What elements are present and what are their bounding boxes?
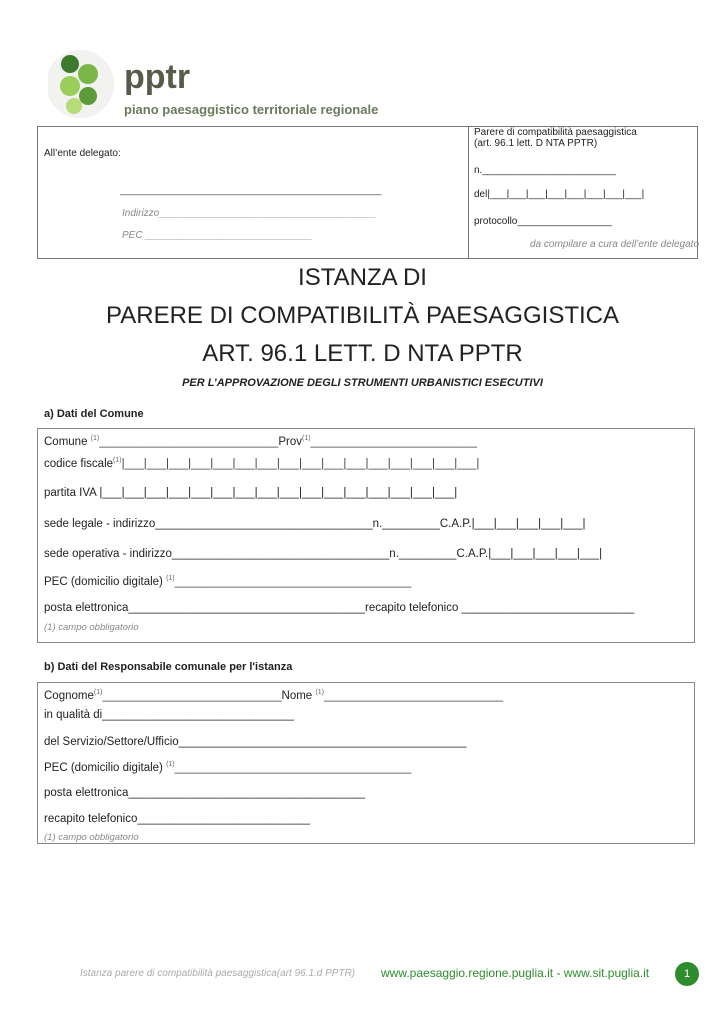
- section-b-footnote: (1) campo obbligatorio: [44, 832, 139, 843]
- title-line-2: PARERE DI COMPATIBILITÀ PAESAGGISTICA: [106, 302, 619, 329]
- pec-row[interactable]: PEC (domicilio digitale) $^{(1)}$_____________________________________: [44, 575, 412, 588]
- codice-fiscale-row[interactable]: codice fiscale$^{(1)}$|___|___|___|___|___|___|___|___|___|___|___|___|___|___|___|___|: [44, 457, 480, 470]
- ente-label: All’ente delegato:: [44, 148, 121, 159]
- section-b-heading: b) Dati del Responsabile comunale per l'istanza: [44, 661, 293, 673]
- page-subtitle: PER L’APPROVAZIONE DEGLI STRUMENTI URBANISTICI ESECUTIVI: [182, 377, 543, 389]
- footer-links[interactable]: www.paesaggio.regione.puglia.it - www.sit.puglia.it: [381, 966, 650, 980]
- header-box: [37, 126, 698, 259]
- cognome-nome-row[interactable]: Cognome$^{(1)}$____________________________Nome $^{(1)}$____________________________: [44, 689, 504, 702]
- posta-b-row[interactable]: posta elettronica_____________________________________: [44, 787, 366, 799]
- section-a-heading: a) Dati del Comune: [44, 408, 144, 420]
- logo-mark-icon: [48, 46, 118, 122]
- sede-operativa-row[interactable]: sede operativa - indirizzo__________________________________n._________C.A.P.|___|___|___|___|___|: [44, 548, 603, 560]
- section-a-footnote: (1) campo obbligatorio: [44, 622, 139, 633]
- parere-title: Parere di compatibilità paesaggistica: [474, 127, 637, 138]
- parere-ref: (art. 96.1 lett. D NTA PPTR): [474, 138, 598, 149]
- pec-b-row[interactable]: PEC (domicilio digitale) $^{(1)}$_____________________________________: [44, 761, 412, 774]
- partita-iva-row[interactable]: partita IVA |___|___|___|___|___|___|___|___|___|___|___|___|___|___|___|___|: [44, 487, 458, 499]
- page-number-badge: 1: [675, 962, 699, 986]
- header-divider: [468, 127, 469, 258]
- pptr-logo: [44, 44, 379, 126]
- logo-subtitle: piano paesaggistico territoriale regionale: [124, 102, 379, 117]
- servizio-row[interactable]: del Servizio/Settore/Ufficio_____________________________________________: [44, 736, 467, 748]
- indirizzo-field[interactable]: Indirizzo_______________________________________: [122, 208, 377, 219]
- parere-number-field[interactable]: n.________________________: [474, 165, 616, 176]
- footer-caption: Istanza parere di compatibilità paesaggistica(art 96.1.d PPTR): [80, 968, 356, 979]
- posta-row[interactable]: posta elettronica_____________________________________recapito telefonico ___________________________: [44, 602, 635, 614]
- recapito-row[interactable]: recapito telefonico___________________________: [44, 813, 311, 825]
- logo-wordmark: pptr: [124, 58, 191, 96]
- protocollo-field[interactable]: protocollo_________________: [474, 216, 612, 227]
- pec-field[interactable]: PEC ______________________________: [122, 230, 313, 241]
- compile-note: da compilare a cura dell’ente delegato: [530, 239, 699, 250]
- section-a-box: [37, 428, 695, 643]
- qualita-row[interactable]: in qualità di______________________________: [44, 709, 295, 721]
- comune-row[interactable]: Comune $^{(1)}$____________________________Prov$^{(1)}$__________________________: [44, 435, 477, 448]
- title-line-1: ISTANZA DI: [298, 264, 427, 291]
- sede-legale-row[interactable]: sede legale - indirizzo__________________________________n._________C.A.P.|___|___|___|___|___|: [44, 518, 586, 530]
- ente-blank-field[interactable]: _______________________________________________: [120, 185, 382, 196]
- parere-date-field[interactable]: del|___|___|___|___|___|___|___|___|: [474, 189, 645, 200]
- section-b-box: [37, 682, 695, 844]
- title-line-3: ART. 96.1 LETT. D NTA PPTR: [202, 340, 523, 367]
